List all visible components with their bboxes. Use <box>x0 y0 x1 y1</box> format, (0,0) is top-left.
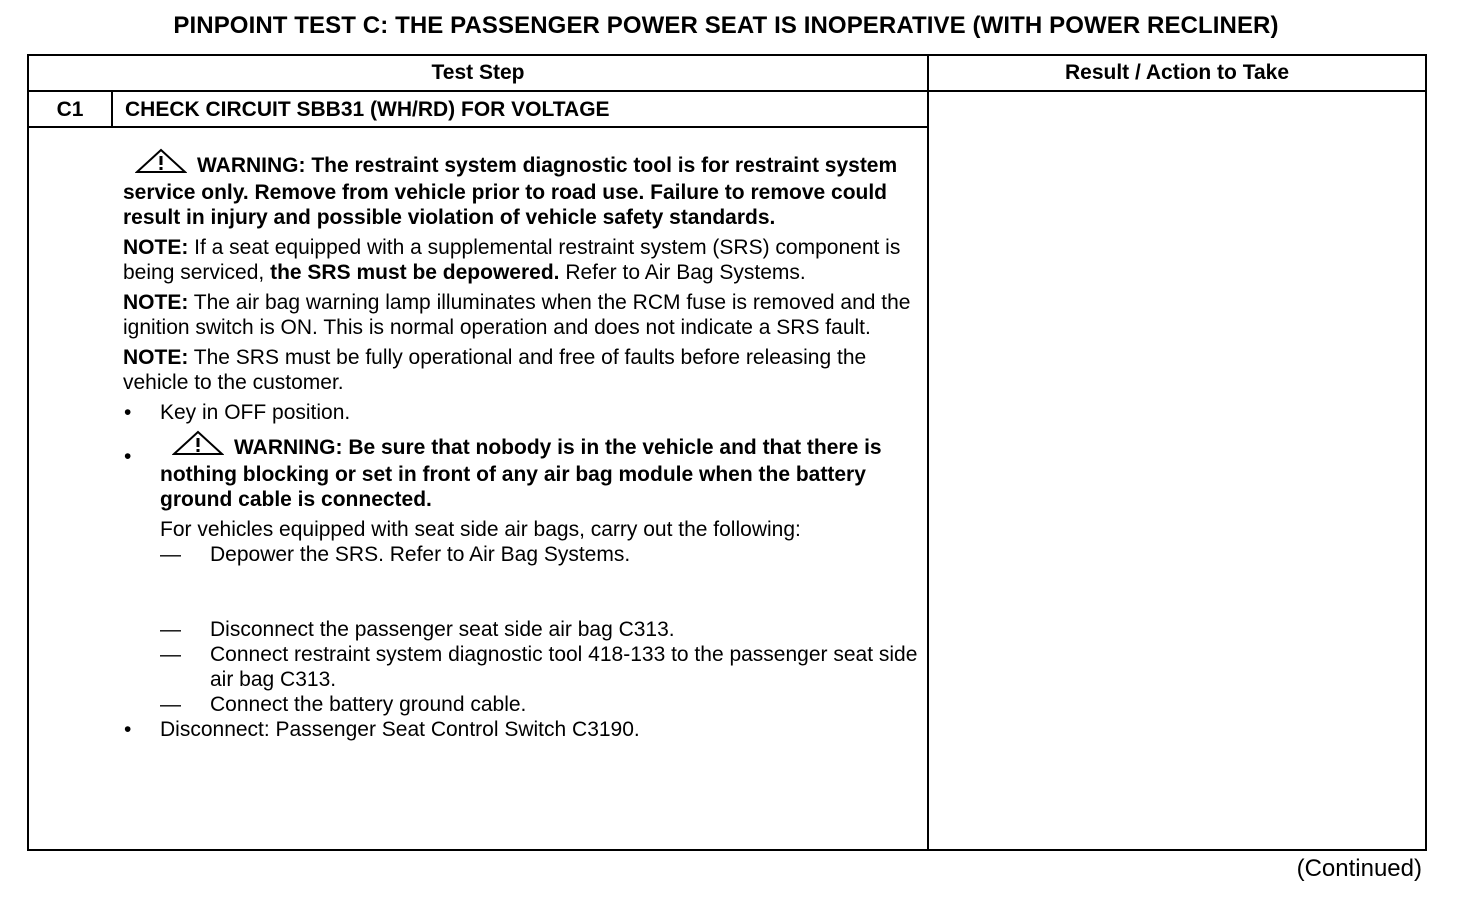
page-title: PINPOINT TEST C: THE PASSENGER POWER SEAT IS INOPERATIVE (WITH POWER RECLINER) <box>173 12 1279 39</box>
test-step-content <box>123 148 923 747</box>
note-depower-ref: Refer to Air Bag Systems. <box>559 261 806 284</box>
note-depower-text: If a seat equipped with a supplemental restraint system (SRS) component is being serviced, <box>123 236 901 284</box>
seat-side-intro: For vehicles equipped with seat side air bags, carry out the following: <box>160 518 801 541</box>
note-label: NOTE: <box>123 346 189 369</box>
list-item <box>123 400 923 425</box>
column-divider <box>927 56 929 849</box>
warning-text-battery: WARNING: Be sure that nobody is in the vehicle and that there is nothing blocking or set in front of any air bag module when the battery ground cable is connected. <box>160 436 882 511</box>
warning-triangle-icon <box>135 148 187 180</box>
note-srs-text: The SRS must be fully operational and free of faults before releasing the vehicle to the customer. <box>123 346 867 394</box>
note-warning-lamp <box>123 290 923 340</box>
warning-paragraph-battery <box>160 430 923 512</box>
list-item-text: Key in OFF position. <box>160 401 351 424</box>
step-title: CHECK CIRCUIT SBB31 (WH/RD) FOR VOLTAGE <box>125 98 610 121</box>
sub-list-item <box>160 642 923 692</box>
list-item <box>123 717 923 742</box>
note-label: NOTE: <box>123 236 189 259</box>
list-item-text: Disconnect: Passenger Seat Control Switch C3190. <box>160 718 640 741</box>
sub-list-item <box>160 617 923 642</box>
sub-list-item-text: Connect restraint system diagnostic tool 418-133 to the passenger seat side air bag C313. <box>210 643 918 691</box>
note-warning-lamp-text: The air bag warning lamp illuminates when the RCM fuse is removed and the ignition switch is ON. This is normal operation and does not indicate a SRS fault. <box>123 291 911 339</box>
dash-marker: — <box>160 618 181 641</box>
note-depower-bold: the SRS must be depowered. <box>270 261 560 284</box>
pinpoint-test-table <box>27 54 1427 851</box>
bullet-marker: • <box>124 401 132 424</box>
note-srs-operational <box>123 345 923 395</box>
warning-text-tool: WARNING: The restraint system diagnostic tool is for restraint system service only. Remove from vehicle prior to road use. Failure to remove could result in injury and possible violation of vehicle safety standards. <box>123 154 898 229</box>
sub-list-item <box>160 542 923 567</box>
dash-marker: — <box>160 643 181 666</box>
sub-list-item-text: Disconnect the passenger seat side air bag C313. <box>210 618 675 641</box>
step-row-divider <box>29 126 927 128</box>
bullet-marker: • <box>124 718 132 741</box>
note-depower <box>123 235 923 285</box>
sub-list-item <box>160 692 923 717</box>
dash-marker: — <box>160 543 181 566</box>
dash-marker: — <box>160 693 181 716</box>
warning-triangle-icon <box>172 430 224 462</box>
header-test-step: Test Step <box>431 61 525 84</box>
list-item <box>123 430 923 717</box>
step-id-divider <box>111 92 113 126</box>
sub-list-item-text: Depower the SRS. Refer to Air Bag Systems. <box>210 543 631 566</box>
warning-paragraph-tool <box>123 148 923 230</box>
continued-label: (Continued) <box>1296 855 1422 882</box>
sub-list-item-text: Connect the battery ground cable. <box>210 693 527 716</box>
bullet-marker: • <box>124 445 132 468</box>
note-label: NOTE: <box>123 291 189 314</box>
step-id: C1 <box>56 98 84 121</box>
header-result-action: Result / Action to Take <box>1064 61 1290 84</box>
